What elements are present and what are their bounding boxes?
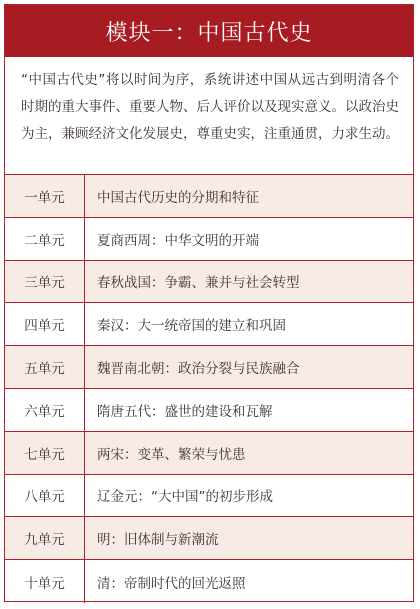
unit-number: 五单元 <box>5 346 85 388</box>
unit-title: 魏晋南北朝：政治分裂与民族融合 <box>97 361 300 378</box>
unit-row <box>5 303 413 346</box>
unit-number: 九单元 <box>5 517 85 559</box>
unit-row <box>5 517 413 560</box>
module-intro <box>5 57 413 175</box>
unit-row <box>5 560 413 603</box>
unit-row <box>5 475 413 518</box>
unit-number: 四单元 <box>5 303 85 345</box>
unit-title: 明：旧体制与新潮流 <box>97 532 219 549</box>
unit-title: 隋唐五代：盛世的建设和瓦解 <box>97 403 273 420</box>
unit-title: 夏商西周：中华文明的开端 <box>97 232 259 249</box>
unit-number: 七单元 <box>5 432 85 474</box>
unit-title: 清：帝制时代的回光返照 <box>97 575 246 592</box>
unit-title: 秦汉：大一统帝国的建立和巩固 <box>97 318 286 335</box>
unit-title: 春秋战国：争霸、兼并与社会转型 <box>97 275 300 292</box>
unit-row <box>5 389 413 432</box>
unit-number: 三单元 <box>5 261 85 303</box>
unit-number: 二单元 <box>5 218 85 260</box>
unit-row <box>5 346 413 389</box>
unit-title: 辽金元：“大中国”的初步形成 <box>97 489 273 506</box>
unit-number: 六单元 <box>5 389 85 431</box>
module-card <box>4 4 414 602</box>
intro-text: “中国古代史”将以时间为序，系统讲述中国从远古到明清各个时期的重大事件、重要人物、后人评价以及现实意义。以政治史为主，兼顾经济文化发展史，尊重史实，注重通贯，力求生动。 <box>21 72 399 142</box>
unit-table <box>5 175 413 601</box>
unit-row <box>5 218 413 261</box>
module-title-bar <box>5 5 413 57</box>
module-title: 模块一：中国古代史 <box>105 20 313 46</box>
unit-number: 十单元 <box>5 560 85 603</box>
unit-row <box>5 432 413 475</box>
unit-title: 两宋：变革、繁荣与忧患 <box>97 446 246 463</box>
unit-row <box>5 261 413 304</box>
unit-row <box>5 175 413 218</box>
unit-number: 一单元 <box>5 175 85 217</box>
unit-title: 中国古代历史的分期和特征 <box>97 189 259 206</box>
unit-number: 八单元 <box>5 475 85 517</box>
